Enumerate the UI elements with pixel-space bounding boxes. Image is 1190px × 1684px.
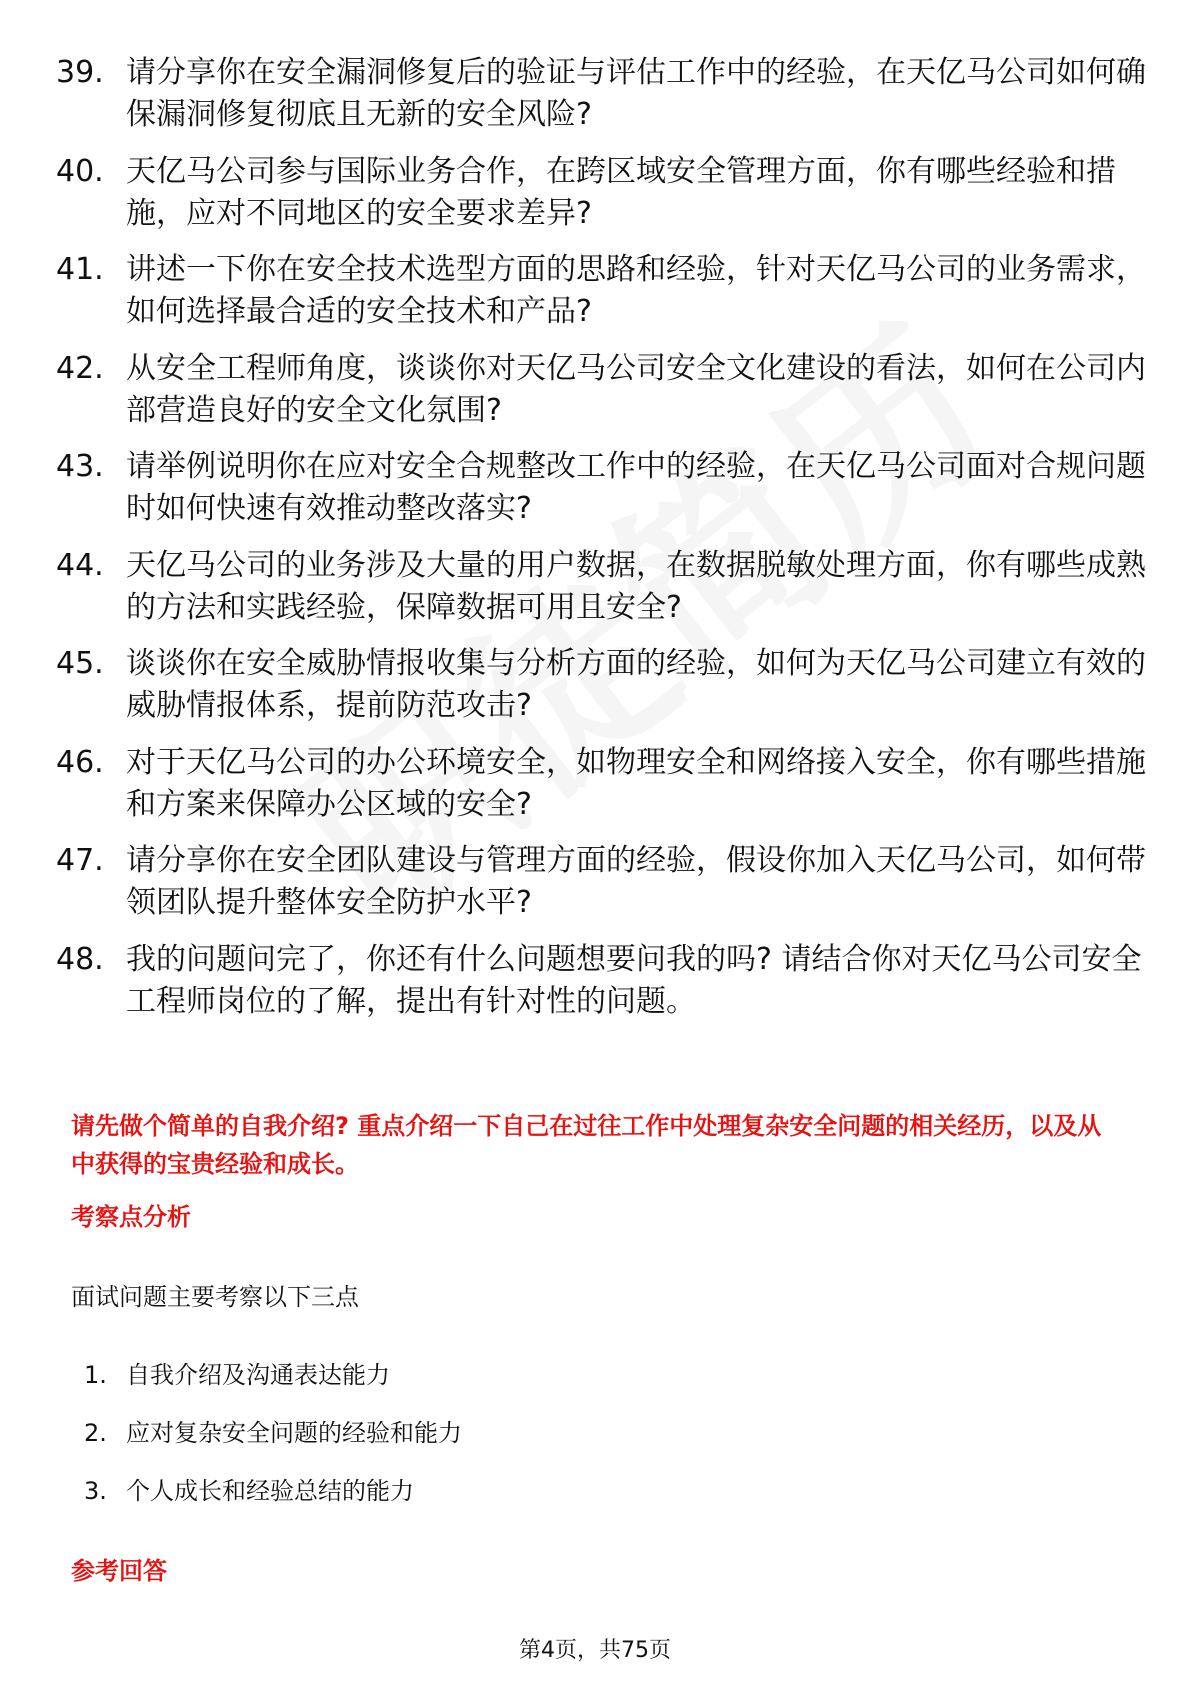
list-item [56, 939, 1146, 1023]
point-text: 个人成长和经验总结的能力 [126, 1477, 414, 1505]
list-item [84, 1474, 462, 1508]
question-number: 42. [56, 350, 104, 386]
point-text: 自我介绍及沟通表达能力 [126, 1361, 390, 1389]
analysis-points [84, 1358, 462, 1532]
list-item [56, 52, 1146, 136]
question-number: 47. [56, 843, 104, 878]
question-number: 44. [56, 547, 104, 583]
question-list [56, 52, 1146, 1037]
list-item [56, 643, 1146, 727]
question-number: 45. [56, 646, 104, 681]
question-number: 41. [56, 252, 104, 287]
question-number: 43. [56, 449, 104, 484]
analysis-intro: 面试问题主要考察以下三点 [71, 1283, 359, 1311]
question-number: 40. [56, 153, 104, 189]
list-item [84, 1416, 462, 1450]
list-item [56, 446, 1146, 530]
question-text: 请分享你在安全漏洞修复后的验证与评估工作中的经验，在天亿马公司如何确保漏洞修复彻底且无新的安全风险? [126, 55, 1146, 132]
question-number: 46. [56, 744, 104, 780]
question-text: 请分享你在安全团队建设与管理方面的经验，假设你加入天亿马公司，如何带领团队提升整体安全防护水平? [126, 843, 1146, 920]
list-item [56, 249, 1146, 333]
point-number: 3. [84, 1477, 107, 1505]
question-number: 39. [56, 55, 104, 90]
question-text: 请举例说明你在应对安全合规整改工作中的经验，在天亿马公司面对合规问题时如何快速有效推动整改落实? [126, 449, 1146, 526]
page-footer: 第4页，共75页 [519, 1638, 671, 1663]
question-text: 天亿马公司的业务涉及大量的用户数据，在数据脱敏处理方面，你有哪些成熟的方法和实践经验，保障数据可用且安全? [126, 547, 1146, 625]
list-item [56, 348, 1146, 432]
question-number: 48. [56, 941, 104, 977]
list-item [84, 1358, 462, 1392]
point-number: 2. [84, 1419, 107, 1447]
analysis-title: 考察点分析 [71, 1203, 191, 1231]
point-text: 应对复杂安全问题的经验和能力 [126, 1419, 462, 1447]
question-text: 我的问题问完了，你还有什么问题想要问我的吗? 请结合你对天亿马公司安全工程师岗位的了解，提出有针对性的问题。 [126, 941, 1142, 1019]
list-item [56, 151, 1146, 235]
list-item [56, 545, 1146, 629]
list-item [56, 840, 1146, 924]
question-text: 对于天亿马公司的办公环境安全，如物理安全和网络接入安全，你有哪些措施和方案来保障办公区域的安全? [126, 744, 1146, 822]
highlight-question: 请先做个简单的自我介绍? 重点介绍一下自己在过往工作中处理复杂安全问题的相关经历，以及从中获得的宝贵经验和成长。 [71, 1112, 1102, 1178]
question-text: 天亿马公司参与国际业务合作，在跨区域安全管理方面，你有哪些经验和措施，应对不同地区的安全要求差异? [126, 153, 1116, 231]
list-item [56, 742, 1146, 826]
question-text: 从安全工程师角度，谈谈你对天亿马公司安全文化建设的看法，如何在公司内部营造良好的安全文化氛围? [126, 350, 1146, 428]
answer-title: 参考回答 [71, 1557, 167, 1585]
question-text: 讲述一下你在安全技术选型方面的思路和经验，针对天亿马公司的业务需求，如何选择最合适的安全技术和产品? [126, 252, 1146, 329]
question-text: 谈谈你在安全威胁情报收集与分析方面的经验，如何为天亿马公司建立有效的威胁情报体系，提前防范攻击? [126, 646, 1146, 723]
point-number: 1. [84, 1361, 107, 1389]
